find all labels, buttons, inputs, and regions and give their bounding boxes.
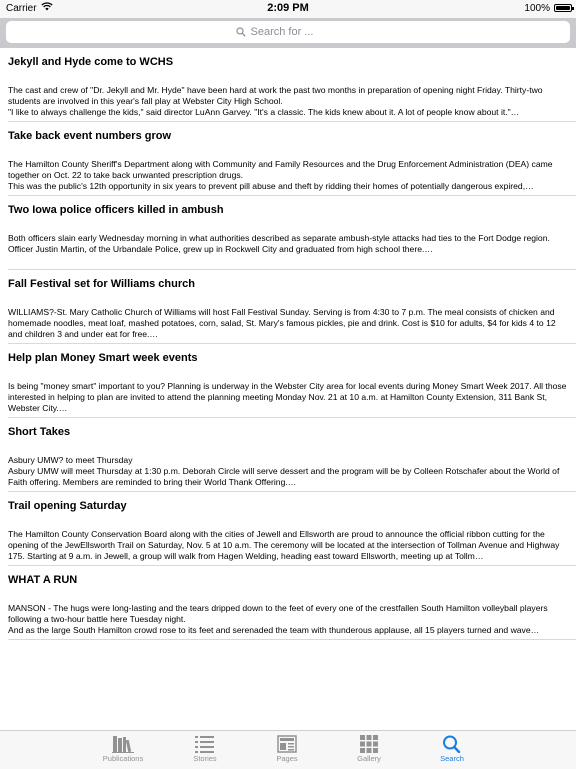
books-icon [112, 735, 134, 753]
article-summary [8, 381, 570, 414]
article-item[interactable] [8, 418, 576, 492]
article-title: Short Takes [8, 426, 71, 438]
article-summary [8, 233, 570, 255]
article-paragraph: The cast and crew of "Dr. Jekyll and Mr. Hyde" have been hard at work the past two months in preparation of opening night Friday. Thirty-two students are involved in this year's fall play at Webster City High School. [8, 85, 543, 106]
article-title: Take back event numbers grow [8, 130, 172, 142]
article-summary [8, 455, 570, 488]
article-paragraph: And as the large South Hamilton crowd rose to its feet and serenaded the team with thunderous applause, all 15 players turned and wave… [8, 625, 540, 635]
article-title: Jekyll and Hyde come to WCHS [8, 56, 174, 68]
article-summary [8, 529, 570, 562]
search-input[interactable] [251, 26, 341, 38]
article-item[interactable] [8, 48, 576, 122]
article-paragraph: The Hamilton County Conservation Board along with the cities of Jewell and Ellsworth are proud to announce the official ribbon cutting for the opening of the JewEllsworth Trail on Saturday, Nov. 5 at 10 a.m. The ceremony will be located at the intersection of Tollman Avenue and Highway 175. Starting at 9 a.m. in Jewell, a group will walk from Hagen Welding, heading east toward Ellsworth, meeting up at Tollm… [8, 529, 560, 561]
article-paragraph: Asbury UMW? to meet Thursday [8, 455, 133, 465]
article-summary [8, 159, 570, 192]
list-icon [194, 735, 216, 753]
article-item[interactable] [8, 196, 576, 270]
article-summary [8, 85, 570, 118]
article-summary [8, 307, 570, 340]
battery-icon [554, 4, 572, 12]
article-list [0, 48, 576, 640]
article-item[interactable] [8, 566, 576, 640]
search-icon [236, 27, 246, 37]
article-title: Trail opening Saturday [8, 500, 127, 512]
tab-gallery[interactable] [329, 731, 409, 769]
article-paragraph: Is being "money smart" important to you? Planning is underway in the Webster City area for local events during Money Smart Week 2017. All those interested in helping to plan are invited to attend the planning meeting Monday Nov. 21 at 10 a.m. at Hamilton County Extension, 311 Bank St, Webster City.… [8, 381, 567, 413]
article-item[interactable] [8, 492, 576, 566]
article-paragraph: This was the public's 12th opportunity in six years to prevent pill abuse and theft by ridding their homes of potentially dangerous expired,… [8, 181, 534, 191]
tab-search[interactable] [412, 731, 492, 769]
search-bar [0, 18, 576, 48]
search-icon [441, 735, 463, 753]
article-title: Two Iowa police officers killed in ambush [8, 204, 224, 216]
article-item[interactable] [8, 344, 576, 418]
battery-percentage: 100% [524, 3, 550, 14]
article-paragraph: Asbury UMW will meet Thursday at 1:30 p.m. Deborah Circle will serve dessert and the program will be by Colleen Rotschafer about the World of Faith offering. Members are reminded to bring their World Thank Offering.… [8, 466, 560, 487]
tab-label: Pages [276, 754, 298, 763]
article-paragraph: Both officers slain early Wednesday morning in what authorities described as separate ambush-style attacks had ties to the Fort Dodge region. [8, 233, 550, 243]
carrier-label: Carrier [6, 3, 37, 14]
article-title: Fall Festival set for Williams church [8, 278, 195, 290]
newspaper-icon [276, 735, 298, 753]
tab-stories[interactable] [165, 731, 245, 769]
article-summary [8, 603, 570, 636]
clock: 2:09 PM [267, 2, 309, 14]
grid-icon [358, 735, 380, 753]
tab-label: Stories [193, 754, 217, 763]
article-paragraph: MANSON - The hugs were long-lasting and the tears dripped down to the feet of every one of the crestfallen South Hamilton volleyball players following a two-hour battle here Tuesday night. [8, 603, 548, 624]
tab-label: Publications [102, 754, 144, 763]
status-bar [0, 0, 576, 18]
article-item[interactable] [8, 270, 576, 344]
search-field[interactable] [6, 21, 570, 43]
tab-publications[interactable] [83, 731, 163, 769]
article-title: Help plan Money Smart week events [8, 352, 198, 364]
tab-bar [0, 730, 576, 769]
article-title: WHAT A RUN [8, 574, 78, 586]
article-paragraph: Officer Justin Martin, of the Urbandale Police, grew up in Rockwell City and graduated from high school there.… [8, 244, 433, 254]
article-paragraph: "I like to always challenge the kids," said director LuAnn Garvey. "It's a classic. The kids knew about it. A lot of people know about it."… [8, 107, 520, 117]
article-paragraph: The Hamilton County Sheriff's Department along with Community and Family Resources and the Drug Enforcement Administration (DEA) came together on Oct. 22 to take back unwanted prescription drugs. [8, 159, 553, 180]
article-paragraph: WILLIAMS?-St. Mary Catholic Church of Williams will host Fall Festival Sunday. Serving is from 4:30 to 7 p.m. The meal consists of chicken and homemade noodles, meat loaf, mashed potatoes, corn, salad, St. Mary's famous pickles, pie and drink. Cost is $10 for adults, $4 for kids 4 to 12 and children 3 and under eat for free.… [8, 307, 556, 339]
tab-pages[interactable] [247, 731, 327, 769]
article-item[interactable] [8, 122, 576, 196]
tab-label: Gallery [357, 754, 381, 763]
tab-label: Search [440, 754, 464, 763]
